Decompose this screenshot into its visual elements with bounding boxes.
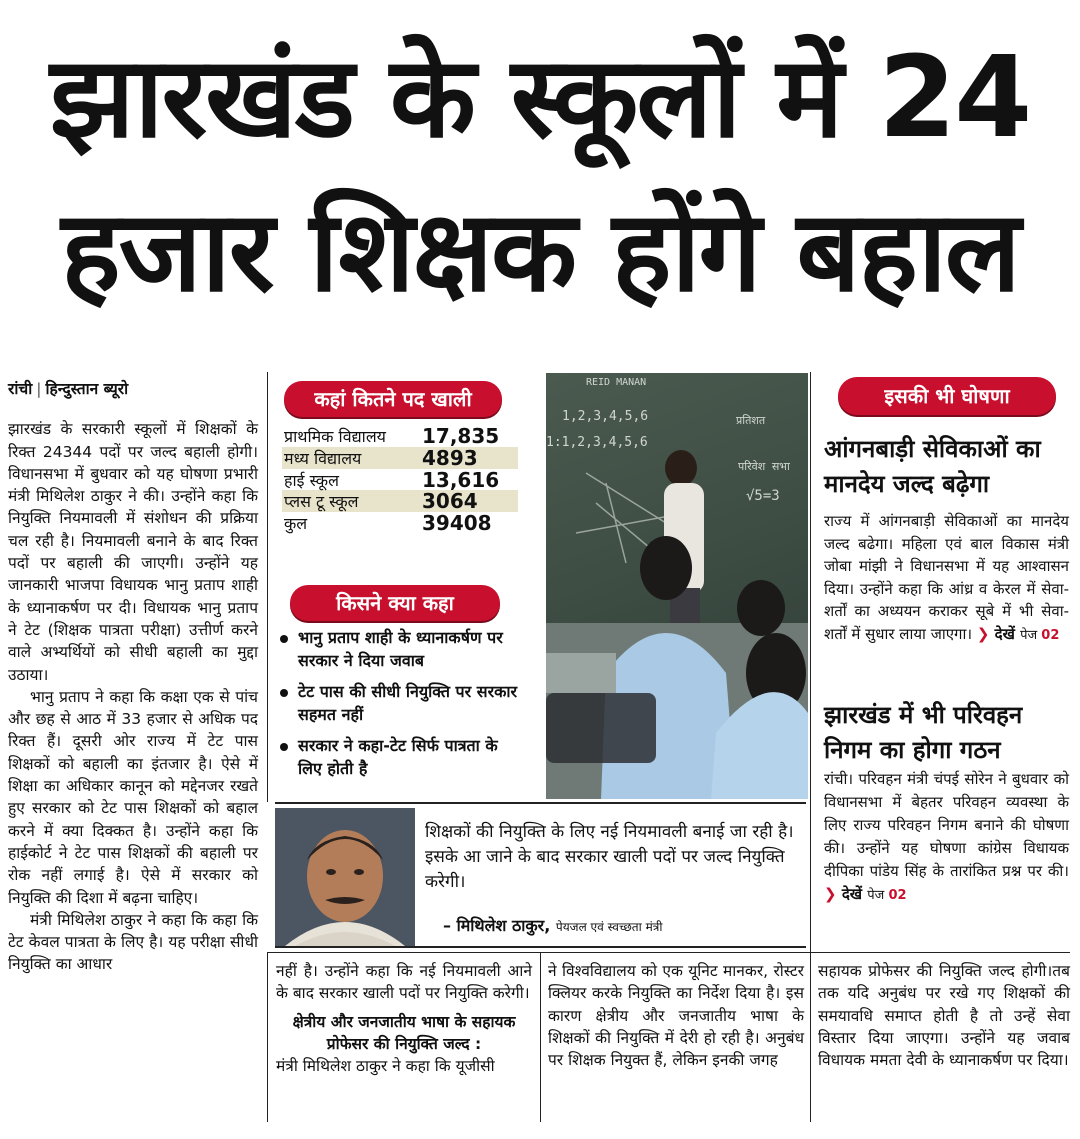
chalk-text: प्रतिशत	[736, 414, 766, 427]
minister-quote	[275, 802, 806, 948]
row-value: 39408	[422, 511, 492, 536]
table-row	[282, 447, 518, 469]
list-item-text: भानु प्रताप शाही के ध्यानाकर्षण पर सरकार ने दिया जवाब	[298, 628, 503, 670]
story1-heading-line: आंगनबाड़ी सेविकाओं का	[824, 435, 1041, 463]
story-paragraph: भानु प्रताप ने कहा कि कक्षा एक से पांच और छह से आठ में 33 हजार से अधिक पद रिक्त हैं। दूसरी ओर राज्य में टेट पास शिक्षकों को बहाली का इंतजार है। ऐसे में शिक्षा का अधिकार कानून को मद्देनजर रखते हुए सरकार को टेट पास शिक्षकों को बहाल करने में क्या दिक्कत है। उन्होंने कहा कि हाईकोर्ट ने टेट पास शिक्षकों की बहाली पर रोक नहीं लगाई है। ऐसे में सरकार को नियुक्ति की दिशा में बढ़ना चाहिए।	[8, 687, 258, 907]
table-row	[282, 512, 518, 534]
see-label: देखें	[841, 885, 863, 903]
chalk-text: √5=3	[746, 488, 780, 504]
row-label: हाई स्कूल	[284, 470, 339, 490]
row-value: 17,835	[422, 423, 500, 448]
column-rule	[540, 952, 541, 1122]
story1-heading	[824, 432, 1074, 502]
table-row	[282, 490, 518, 512]
dateline-place: रांची	[8, 380, 33, 398]
see-page-link[interactable]	[977, 625, 1060, 643]
story2-heading-line: झारखंड में भी परिवहन	[824, 701, 1023, 729]
list-item-text: सरकार ने कहा-टेट सिर्फ पात्रता के लिए होती है	[298, 736, 498, 778]
story-paragraph: मंत्री मिथिलेश ठाकुर ने कहा कि कहा कि टेट केवल पात्रता के लिए है। यह परीक्षा सीधी नियुक्ति का आधार	[8, 910, 258, 974]
story-paragraph: मंत्री मिथिलेश ठाकुर ने कहा कि यूजीसी	[276, 1057, 495, 1076]
column-rule	[267, 372, 268, 802]
row-value: 13,616	[422, 467, 500, 492]
bullet-icon	[280, 743, 288, 751]
portrait-image	[275, 808, 415, 946]
who-said-list	[276, 627, 526, 789]
dateline-bureau: हिन्दुस्तान ब्यूरो	[45, 380, 129, 398]
dateline: रांची | हिन्दुस्तान ब्यूरो	[8, 380, 129, 398]
page-number: 02	[888, 888, 907, 903]
minister-portrait	[275, 808, 415, 946]
row-label: प्लस टू स्कूल	[284, 492, 359, 512]
main-story-column	[8, 378, 258, 976]
who-said-title: किसने क्या कहा	[290, 585, 500, 621]
announcement-title: इसकी भी घोषणा	[838, 377, 1056, 415]
row-label: मध्य विद्यालय	[284, 448, 362, 468]
chalk-text: REID MANAN	[586, 377, 647, 388]
story2-heading	[824, 698, 1074, 768]
bullet-icon	[280, 635, 288, 643]
column-rule	[810, 372, 811, 1122]
headline-line-2: हजार शिक्षक होंगे बहाल	[61, 187, 1019, 317]
row-label: प्राथमिक विद्यालय	[284, 426, 386, 446]
arrow-right-icon: ❯	[824, 885, 837, 903]
story2-body	[824, 768, 1069, 907]
table-row	[282, 469, 518, 491]
row-label: कुल	[284, 514, 308, 534]
quote-attribution	[443, 914, 662, 936]
story-paragraph: झारखंड के सरकारी स्कूलों में शिक्षकों के रिक्त 24344 पदों पर जल्द बहाली होगी। विधानसभा में बुधवार को यह घोषणा प्रभारी मंत्री मिथिलेश ठाकुर ने की। उन्होंने कहा कि नियुक्ति नियमावली में संशोधन की प्रक्रिया चल रही है। नियमावली बनाने के बाद रिक्त पदों पर बहाली की जाएगी। उन्होंने यह जानकारी भाजपा विधायक भानु प्रताप शाही के ध्यानाकर्षण पर दी। विधायक भानु प्रताप ने टेट (शिक्षक पात्रता परीक्षा) उत्तीर्ण करने वाले अभ्यर्थियों को सीधी बहाली का मुद्दा उठाया।	[8, 420, 258, 684]
see-label: देखें	[994, 624, 1015, 643]
see-page-link[interactable]	[824, 885, 907, 903]
quote-text: शिक्षकों की नियुक्ति के लिए नई नियमावली बनाई जा रही है। इसके आ जाने के बाद सरकार खाली पदों पर जल्द नियुक्ति करेगी।	[425, 822, 794, 892]
headline-line-1: झारखंड के स्कूलों में 24	[49, 33, 1031, 163]
attribution-role: पेयजल एवं स्वच्छता मंत्री	[555, 920, 663, 934]
classroom-photo	[546, 373, 808, 799]
row-value: 3064	[422, 489, 478, 514]
page-label: पेज	[1020, 627, 1038, 643]
column-rule	[267, 952, 268, 1122]
continued-column-2	[276, 960, 532, 1077]
story-paragraph: सहायक प्रोफेसर की नियुक्ति जल्द होगी।तब तक यदि अनुबंध पर रखे गए शिक्षकों की समयावधि समाप्त होती है तो उन्हें सेवा विस्तार दिया जाएगा। उन्होंने यह जवाब विधायक ममता देवी के ध्यानाकर्षण पर दिया।	[818, 962, 1070, 1070]
story2-text: रांची। परिवहन मंत्री चंपई सोरेन ने बुधवार को विधानसभा में बेहतर परिवहन व्यवस्था के लिए राज्य परिवहन निगम बनाने की घोषणा की। उन्होंने यह घोषणा कांग्रेस विधायक दीपिका पांडेय सिंह के तारांकित प्रश्न पर की।	[824, 770, 1069, 880]
page-label: पेज	[867, 888, 885, 903]
attribution-dash: –	[443, 916, 451, 935]
story1-heading-line: मानदेय जल्द बढ़ेगा	[824, 470, 990, 498]
list-item	[276, 681, 526, 726]
continued-column-4	[818, 960, 1070, 1071]
bullet-icon	[280, 689, 288, 697]
chalk-text: 1,2,3,4,5,6	[562, 409, 649, 424]
vacancies-table	[282, 425, 518, 534]
row-value: 4893	[422, 445, 478, 470]
table-row	[282, 425, 518, 447]
list-item	[276, 627, 526, 672]
story2-heading-line: निगम का होगा गठन	[824, 736, 1001, 764]
photo-scene	[546, 373, 808, 799]
story1-text: राज्य में आंगनबाड़ी सेविकाओं का मानदेय जल्द बढेगा। महिला एवं बाल विकास मंत्री जोबा मांझी ने विधानसभा में यह आश्वासन दिया। उन्होंने कहा कि आंध्र व केरल में सेवा-शर्तों का अध्ययन कराकर सूबे में भी सेवा-शर्तों में सुधार लाया जाएगा।	[824, 512, 1069, 643]
story1-body	[824, 510, 1069, 647]
section-rule	[268, 952, 1070, 953]
subheading: क्षेत्रीय और जनजातीय भाषा के सहायक प्रोफेसर की नियुक्ति जल्द :	[292, 1012, 516, 1053]
vacancies-title: कहां कितने पद खाली	[284, 381, 502, 417]
chalk-text: परिवेश सभा	[738, 460, 790, 473]
continued-column-3	[548, 960, 804, 1071]
page-number: 02	[1041, 627, 1060, 643]
list-item-text: टेट पास की सीधी नियुक्ति पर सरकार सहमत नहीं	[298, 682, 518, 724]
list-item	[276, 735, 526, 780]
story-paragraph: ने विश्वविद्यालय को एक यूनिट मानकर, रोस्टर क्लियर करके नियुक्ति का निर्देश दिया है। इस कारण क्षेत्रीय और जनजातीय भाषा के शिक्षकों की नियुक्ति में देरी हो रही है। अनुबंध पर शिक्षक नियुक्त हैं, लेकिन इनकी जगह	[548, 962, 804, 1070]
arrow-right-icon: ❯	[976, 624, 990, 643]
story-paragraph: नहीं है। उन्होंने कहा कि नई नियमावली आने के बाद सरकार खाली पदों पर नियुक्ति करेगी।	[276, 962, 532, 1003]
attribution-name: मिथिलेश ठाकुर,	[456, 916, 551, 935]
chalk-text: 1:1,2,3,4,5,6	[546, 435, 648, 450]
